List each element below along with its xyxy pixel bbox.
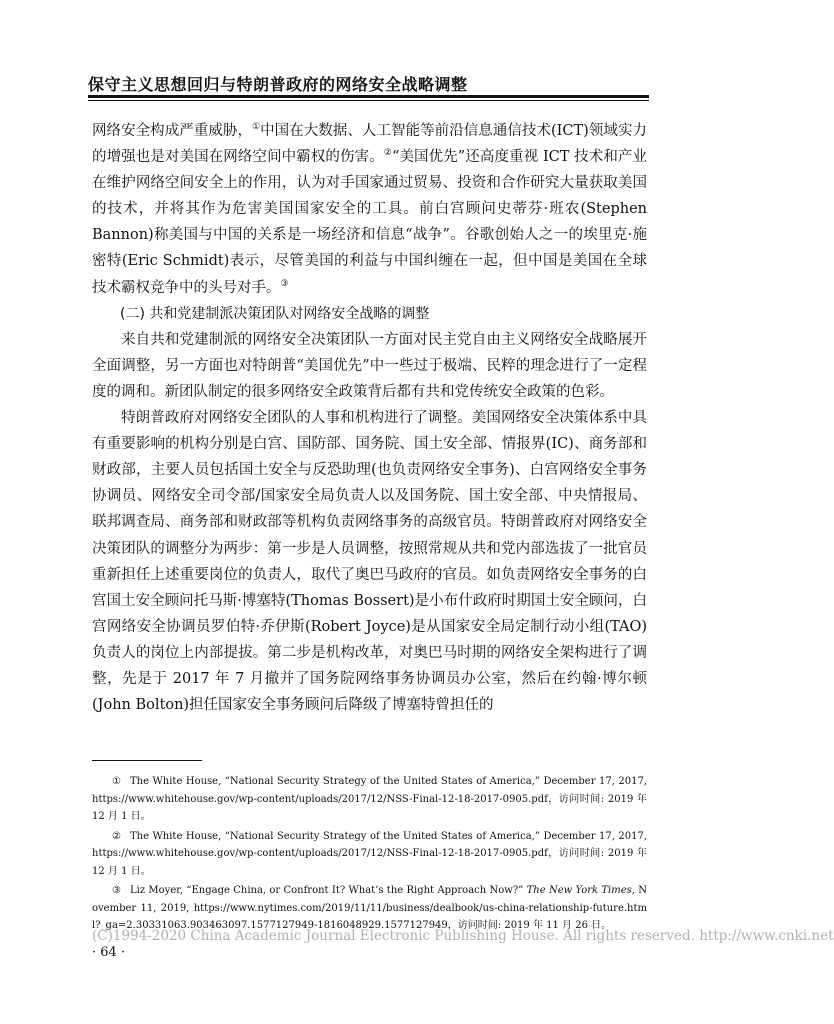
footnote-ref-1[interactable]: ①	[252, 122, 261, 133]
footnotes	[92, 773, 647, 937]
paragraph-2: 来自共和党建制派的网络安全决策团队一方面对民主党自由主义网络安全战略展开全面调整，另一方面也对特朗普“美国优先”中一些过于极端、民粹的理念进行了一定程度的调和。新团队制定的很多网络安全政策背后都有共和党传统安全政策的色彩。	[92, 331, 647, 400]
footnote-2-number: ②	[112, 830, 121, 842]
footnote-1-text: The White House, “National Security Strategy of the United States of America,” December 17, 2017, https://www.whitehouse.gov/wp-content/uploads/2017/12/NSS-Final-12-18-2017-0905.pdf，访问时间: 2019 年 12 月 1 日。	[92, 776, 647, 822]
copyright-watermark: (C)1994-2020 China Academic Journal Electronic Publishing House. All rights reserved. http://www.cnki.net	[92, 928, 834, 944]
footnote-separator	[92, 760, 202, 761]
page-number: · 64 ·	[92, 945, 126, 960]
footnote-3-number: ③	[112, 885, 121, 896]
footnote-3-journal: The New York Times	[526, 885, 632, 896]
footnote-3-text-b: , November 11, 2019, https://www.nytimes.com/2019/11/11/business/dealbook/us-china-relationship-future.html?_ga=2.30331063.903463097.1577127949-1816048929.1577127949，访问时间: 2019 年 11 月 26 日。	[92, 885, 648, 931]
paragraph-1-part-a: 网络安全构成严重威胁，	[92, 123, 252, 139]
paragraph-1-part-c: “美国优先”还高度重视 ICT 技术和产业在维护网络空间安全上的作用，认为对手国家通过贸易、投资和合作研究大量获取美国的技术，并将其作为危害美国国家安全的工具。前白宫顾问史蒂芬·班农(Stephen Bannon)称美国与中国的关系是一场经济和信息“战争”。谷歌创始人之一的埃里克·施密特(Eric Schmidt)表示，尽管美国的利益与中国纠缠在一起，但中国是美国在全球技术霸权竞争中的头号对手。	[92, 149, 647, 296]
header-rule-thick	[88, 95, 649, 98]
footnote-ref-3[interactable]: ③	[280, 278, 289, 289]
footnote-2-text: The White House, “National Security Strategy of the United States of America,” December 17, 2017, https://www.whitehouse.gov/wp-content/uploads/2017/12/NSS-Final-12-18-2017-0905.pdf，访问时间: 2019 年 12 月 1 日。	[92, 830, 647, 877]
footnote-1-number: ①	[112, 776, 121, 787]
paragraph-1-part-b: 中国在大数据、人工智能等前沿信息通信技术(ICT)领域实力的增强也是对美国在网络空间中霸权的伤害。	[92, 123, 648, 166]
paragraph-3: 特朗普政府对网络安全团队的人事和机构进行了调整。美国网络安全决策体系中具有重要影响的机构分别是白宫、国防部、国务院、国土安全部、情报界(IC)、商务部和财政部，主要人员包括国土安全与反恐助理(也负责网络安全事务)、白宫网络安全事务协调员、网络安全司令部/国家安全局负责人以及国务院、国土安全部、中央情报局、联邦调查局、商务部和财政部等机构负责网络事务的高级官员。特朗普政府对网络安全决策团队的调整分为两步：第一步是人员调整，按照常规从共和党内部选拔了一批官员重新担任上述重要岗位的负责人，取代了奥巴马政府的官员。如负责网络安全事务的白宫国土安全顾问托马斯·博塞特(Thomas Bossert)是小布什政府时期国土安全顾问，白宫网络安全协调员罗伯特·乔伊斯(Robert Joyce)是从国家安全局定制行动小组(TAO)负责人的岗位上内部提拔。第二步是机构改革，对奥巴马时期的网络安全架构进行了调整，先是于 2017 年 7 月撤并了国务院网络事务协调员办公室，然后在约翰·博尔顿(John Bolton)担任国家安全事务顾问后降级了博塞特曾担任的	[92, 410, 647, 714]
footnote-3-text-a: Liz Moyer, “Engage China, or Confront It? What’s the Right Approach Now?”	[130, 885, 524, 896]
article-body	[92, 118, 647, 718]
header-rule-thin	[88, 100, 649, 101]
footnote-ref-2[interactable]: ②	[383, 148, 392, 159]
footnote-2	[92, 828, 647, 881]
running-header: 保守主义思想回归与特朗普政府的网络安全战略调整	[88, 75, 468, 94]
paragraph-1	[92, 118, 647, 301]
footnote-3	[92, 882, 647, 935]
footnote-1	[92, 773, 647, 826]
section-heading: (二) 共和党建制派决策团队对网络安全战略的调整	[120, 305, 430, 322]
